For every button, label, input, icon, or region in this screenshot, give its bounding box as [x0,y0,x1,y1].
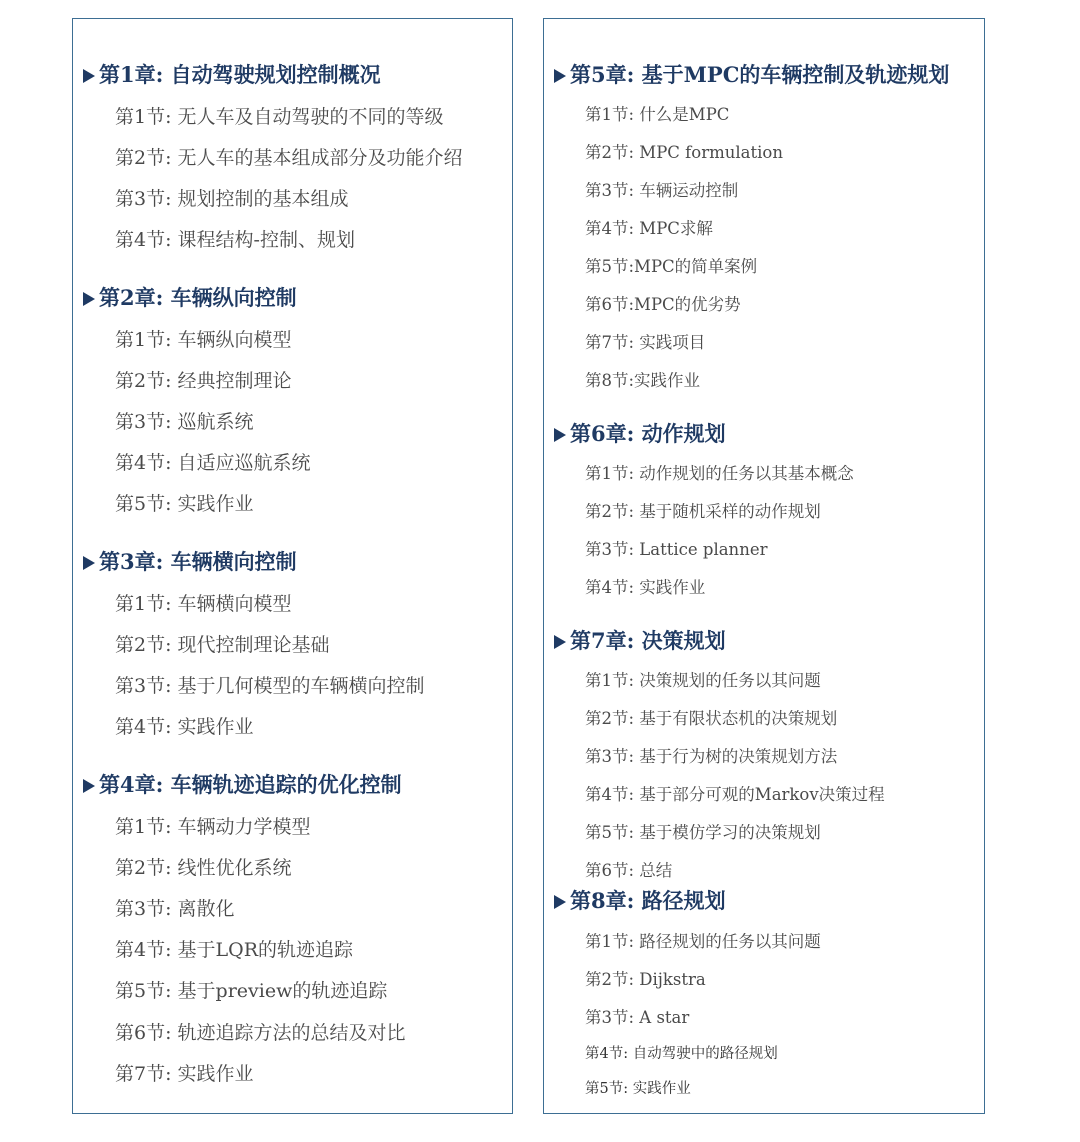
arrow-right-icon [554,428,566,442]
chapter-2-section-1: 第1节: 车辆纵向模型 [115,329,292,351]
chapter-3-heading [83,548,297,576]
chapter-5-section-5: 第5节:MPC的简单案例 [585,257,758,276]
chapter-1-section-4: 第4节: 课程结构-控制、规划 [115,229,355,251]
chapter-1-section-1: 第1节: 无人车及自动驾驶的不同的等级 [115,106,444,128]
chapter-4-title: 第4章: 车辆轨迹追踪的优化控制 [99,772,402,797]
left-course-outline-panel [72,18,513,1114]
chapter-7-section-5: 第5节: 基于模仿学习的决策规划 [585,823,821,842]
chapter-2-section-3: 第3节: 巡航系统 [115,411,254,433]
arrow-right-icon [83,69,95,83]
chapter-7-section-6: 第6节: 总结 [585,861,673,880]
right-course-outline-panel [543,18,985,1114]
chapter-5-heading [554,61,949,89]
chapter-2-section-5: 第5节: 实践作业 [115,493,254,515]
chapter-4-section-6: 第6节: 轨迹追踪方法的总结及对比 [115,1022,406,1044]
chapter-4-section-5: 第5节: 基于preview的轨迹追踪 [115,980,388,1002]
chapter-2-title: 第2章: 车辆纵向控制 [99,285,297,310]
chapter-1-title: 第1章: 自动驾驶规划控制概况 [99,62,381,87]
chapter-8-section-2: 第2节: Dijkstra [585,970,706,989]
chapter-1-heading [83,61,381,89]
chapter-3-section-3: 第3节: 基于几何模型的车辆横向控制 [115,675,425,697]
chapter-5-section-7: 第7节: 实践项目 [585,333,706,352]
chapter-3-title: 第3章: 车辆横向控制 [99,549,297,574]
chapter-3-section-1: 第1节: 车辆横向模型 [115,593,292,615]
chapter-7-section-2: 第2节: 基于有限状态机的决策规划 [585,709,838,728]
chapter-8-section-3: 第3节: A star [585,1008,690,1027]
chapter-6-heading [554,420,726,448]
arrow-right-icon [83,292,95,306]
chapter-4-section-1: 第1节: 车辆动力学模型 [115,816,311,838]
chapter-7-section-3: 第3节: 基于行为树的决策规划方法 [585,747,838,766]
chapter-7-section-4: 第4节: 基于部分可观的Markov决策过程 [585,785,885,804]
chapter-1-section-3: 第3节: 规划控制的基本组成 [115,188,349,210]
chapter-1-section-2: 第2节: 无人车的基本组成部分及功能介绍 [115,147,463,169]
chapter-4-section-4: 第4节: 基于LQR的轨迹追踪 [115,939,354,961]
chapter-6-section-1: 第1节: 动作规划的任务以其基本概念 [585,464,854,483]
chapter-5-section-4: 第4节: MPC求解 [585,219,713,238]
chapter-4-heading [83,771,402,799]
chapter-8-section-4: 第4节: 自动驾驶中的路径规划 [585,1046,778,1062]
chapter-7-heading [554,627,726,655]
chapter-3-section-4: 第4节: 实践作业 [115,716,254,738]
chapter-4-section-7: 第7节: 实践作业 [115,1063,254,1085]
chapter-4-section-3: 第3节: 离散化 [115,898,235,920]
chapter-2-section-4: 第4节: 自适应巡航系统 [115,452,311,474]
chapter-8-section-5: 第5节: 实践作业 [585,1081,691,1097]
chapter-6-section-2: 第2节: 基于随机采样的动作规划 [585,502,821,521]
chapter-5-section-2: 第2节: MPC formulation [585,143,783,162]
arrow-right-icon [83,779,95,793]
chapter-8-section-1: 第1节: 路径规划的任务以其问题 [585,932,821,951]
chapter-5-section-3: 第3节: 车辆运动控制 [585,181,739,200]
chapter-5-section-6: 第6节:MPC的优劣势 [585,295,741,314]
chapter-2-section-2: 第2节: 经典控制理论 [115,370,292,392]
chapter-4-section-2: 第2节: 线性优化系统 [115,857,292,879]
chapter-5-title: 第5章: 基于MPC的车辆控制及轨迹规划 [570,62,950,87]
chapter-8-heading [554,887,726,915]
chapter-2-heading [83,284,297,312]
arrow-right-icon [554,635,566,649]
chapter-6-title: 第6章: 动作规划 [570,421,726,446]
chapter-5-section-8: 第8节:实践作业 [585,371,701,390]
chapter-7-title: 第7章: 决策规划 [570,628,726,653]
chapter-8-title: 第8章: 路径规划 [570,888,726,913]
chapter-3-section-2: 第2节: 现代控制理论基础 [115,634,330,656]
arrow-right-icon [83,556,95,570]
arrow-right-icon [554,895,566,909]
chapter-5-section-1: 第1节: 什么是MPC [585,105,730,124]
chapter-7-section-1: 第1节: 决策规划的任务以其问题 [585,671,821,690]
arrow-right-icon [554,69,566,83]
chapter-6-section-4: 第4节: 实践作业 [585,578,706,597]
chapter-6-section-3: 第3节: Lattice planner [585,540,768,559]
